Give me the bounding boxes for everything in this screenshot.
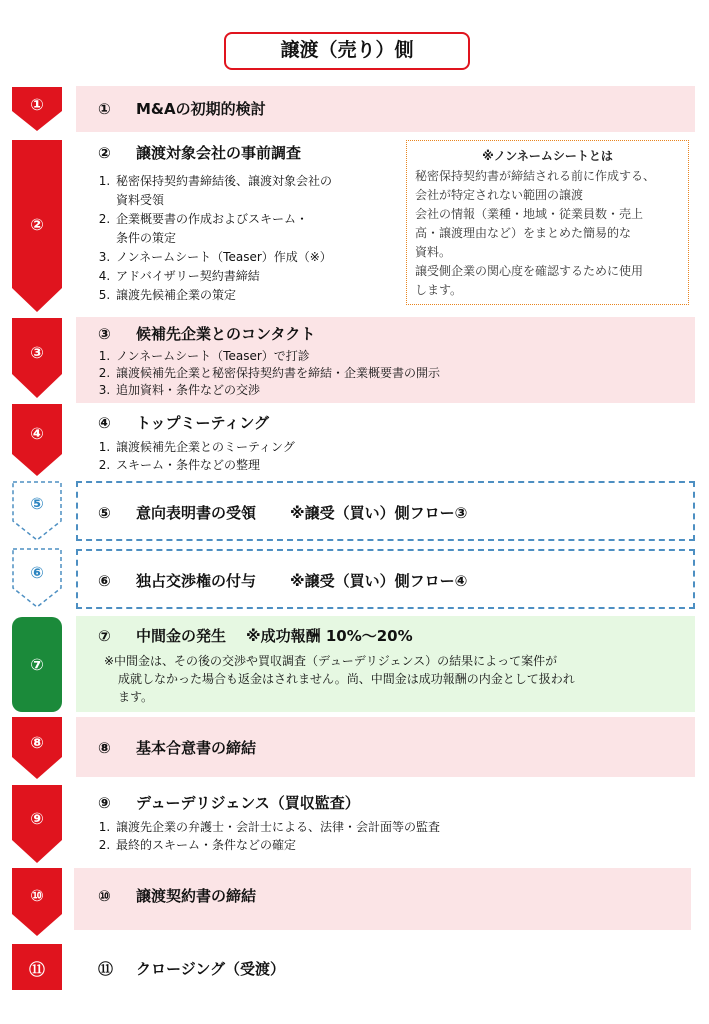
step-arrow-label-2: ② xyxy=(30,215,44,234)
list-item: 1. 譲渡先企業の弁護士・会計士による、法律・会計面等の監査 xyxy=(114,818,440,836)
step-arrow-label-9: ⑨ xyxy=(30,809,44,828)
nonname-line: 会社が特定されない範囲の譲渡 xyxy=(415,188,584,202)
step-panel-7 xyxy=(76,616,695,712)
nonname-sheet-note xyxy=(406,140,689,305)
step-arrow-label-6: ⑥ xyxy=(30,563,44,582)
list-item: 2. スキーム・条件などの整理 xyxy=(114,456,295,474)
list-item: 1. ノンネームシート（Teaser）で打診 xyxy=(114,348,440,365)
step-title-2: ② 譲渡対象会社の事前調査 xyxy=(98,144,302,162)
step-panel-3 xyxy=(76,317,695,403)
step-panel-11 xyxy=(76,944,695,992)
step-3-list xyxy=(90,348,440,399)
step-title-10: ⑩ 譲渡契約書の締結 xyxy=(98,887,257,905)
step-ref-7: ※成功報酬 10%～20% xyxy=(246,627,413,645)
step-title-11: ⑪ クロージング（受渡） xyxy=(98,960,286,978)
step-2-list xyxy=(90,172,332,305)
nonname-line: 会社の情報（業種・地域・従業員数・売上 xyxy=(415,207,644,221)
page-title: 譲渡（売り）側 xyxy=(224,32,470,70)
note-line: 成就しなかった場合も返金はされません。尚、中間金は成功報酬の内金として扱われ xyxy=(118,672,575,686)
step-arrow-label-4: ④ xyxy=(30,424,44,443)
step-title-4: ④ トップミーティング xyxy=(98,414,270,432)
step-arrow-label-7: ⑦ xyxy=(30,655,44,674)
list-item: 4. アドバイザリー契約書締結 xyxy=(114,267,332,286)
step-panel-9 xyxy=(76,786,695,862)
list-item: 2. 譲渡候補先企業と秘密保持契約書を締結・企業概要書の開示 xyxy=(114,365,440,382)
list-item: 資料受領 xyxy=(116,193,165,207)
nonname-heading: ※ノンネームシートとは xyxy=(482,149,613,163)
step-panel-8 xyxy=(76,717,695,777)
step-ref-5: ※譲受（買い）側フロー③ xyxy=(290,504,468,522)
list-item: 1. 譲渡候補先企業とのミーティング xyxy=(114,438,295,456)
nonname-line: 秘密保持契約書が締結される前に作成する、 xyxy=(415,169,656,183)
nonname-line: 高・譲渡理由など）をまとめた簡易的な xyxy=(415,226,632,240)
step-arrow-label-8: ⑧ xyxy=(30,733,44,752)
step-arrow-label-10: ⑩ xyxy=(30,886,44,905)
step-title-6: ⑥ 独占交渉権の付与 ※譲受（買い）側フロー④ xyxy=(98,572,468,590)
step-ref-6: ※譲受（買い）側フロー④ xyxy=(290,572,468,590)
step-9-list xyxy=(90,818,440,854)
step-title-7: ⑦ 中間金の発生 ※成功報酬 10%～20% xyxy=(98,627,413,645)
step-title-3: ③ 候補先企業とのコンタクト xyxy=(98,325,316,343)
step-panel-5 xyxy=(76,481,695,541)
nonname-line: 資料。 xyxy=(415,245,452,259)
step-panel-1 xyxy=(76,86,695,132)
list-item: 5. 譲渡先候補企業の策定 xyxy=(114,286,332,305)
step-arrow-label-5: ⑤ xyxy=(30,494,44,513)
step-panel-6 xyxy=(76,549,695,609)
step-7-note xyxy=(104,652,575,706)
list-item: 2. 最終的スキーム・条件などの確定 xyxy=(114,836,440,854)
step-panel-4 xyxy=(76,406,695,478)
step-arrow-label-1: ① xyxy=(30,95,44,114)
list-item: 条件の策定 xyxy=(116,231,177,245)
list-item: 1. 秘密保持契約書締結後、譲渡対象会社の xyxy=(114,172,332,191)
nonname-line: 譲受側企業の関心度を確認するために使用 xyxy=(415,264,644,278)
list-item: 3. ノンネームシート（Teaser）作成（※） xyxy=(114,248,332,267)
step-title-1: ① M&Aの初期的検討 xyxy=(98,100,266,118)
step-arrow-label-3: ③ xyxy=(30,343,44,362)
step-4-list xyxy=(90,438,295,474)
step-arrow-label-11: ⑪ xyxy=(28,960,45,979)
list-item: 3. 追加資料・条件などの交渉 xyxy=(114,382,440,399)
step-title-5: ⑤ 意向表明書の受領 ※譲受（買い）側フロー③ xyxy=(98,504,468,522)
note-line: ※中間金は、その後の交渉や買収調査（デューデリジェンス）の結果によって案件が xyxy=(104,654,558,668)
nonname-line: します。 xyxy=(415,283,463,297)
step-panel-10 xyxy=(74,868,691,930)
step-title-9: ⑨ デューデリジェンス（買収監査） xyxy=(98,794,360,812)
note-line: ます。 xyxy=(118,690,154,704)
list-item: 2. 企業概要書の作成およびスキーム・ xyxy=(114,210,332,229)
step-title-8: ⑧ 基本合意書の締結 xyxy=(98,739,257,757)
